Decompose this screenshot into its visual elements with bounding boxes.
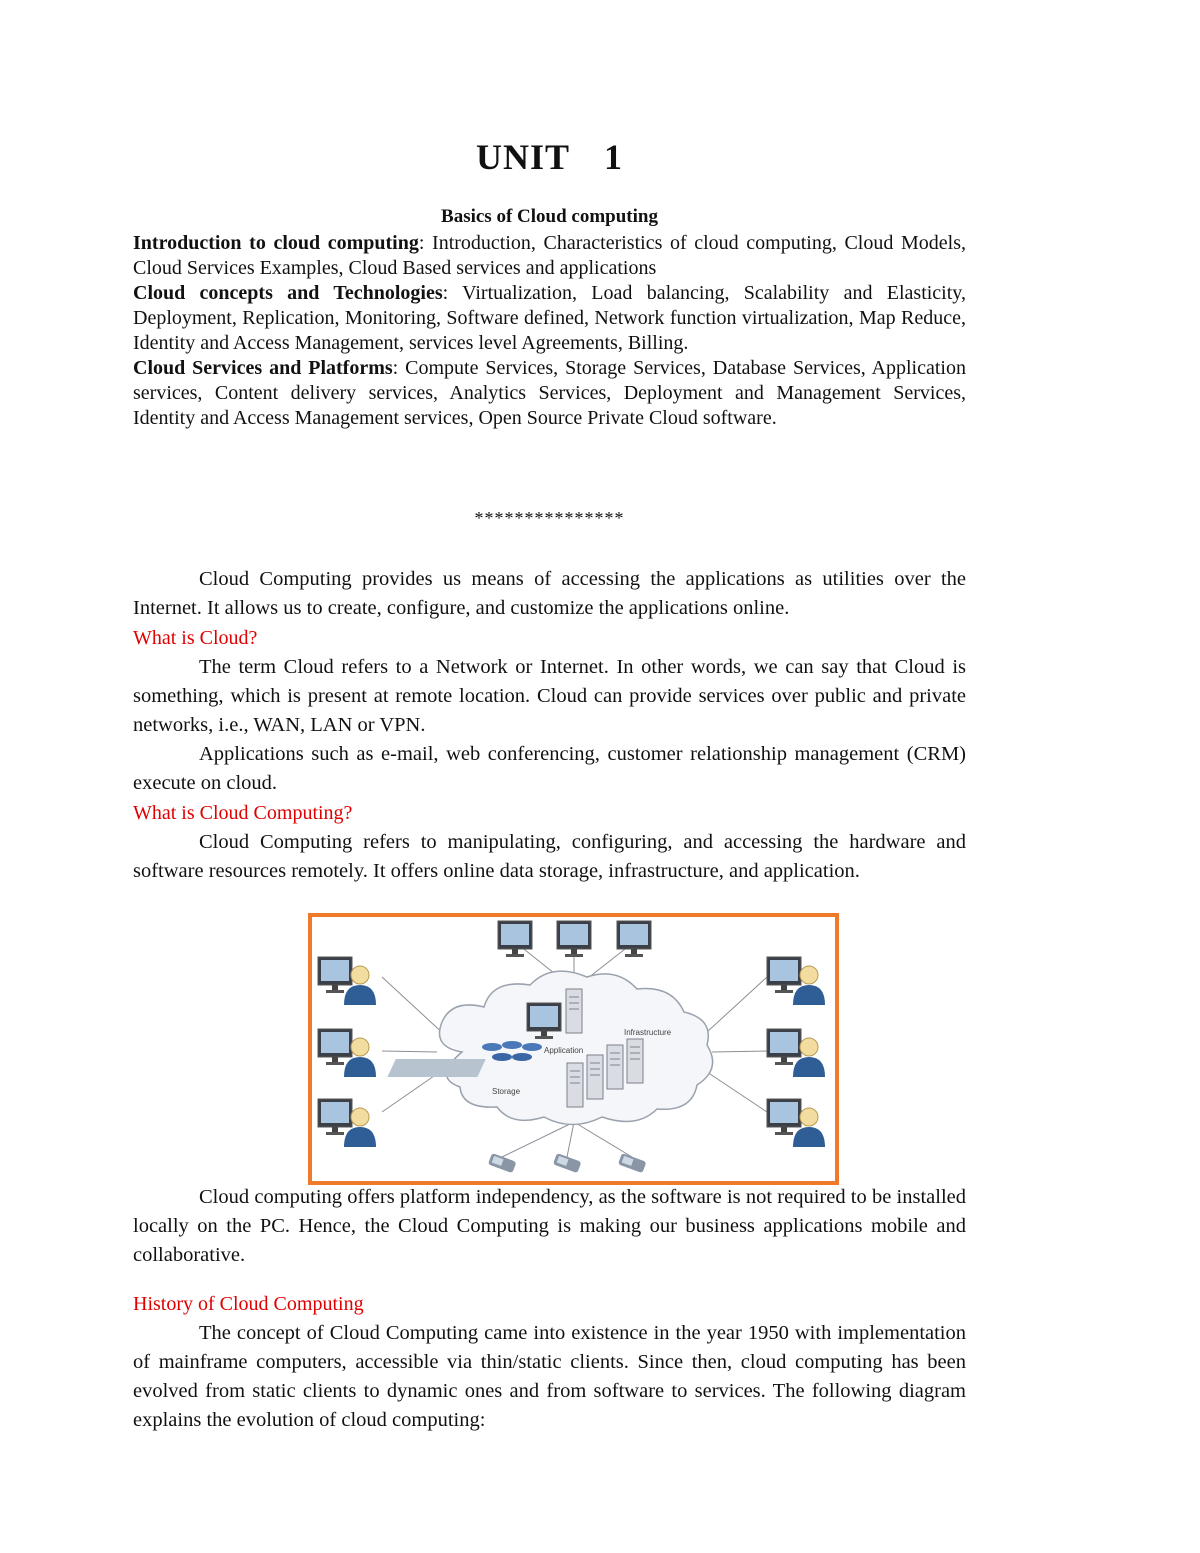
unit-label: UNIT — [475, 137, 571, 177]
syllabus-services — [133, 356, 966, 431]
history-paragraph: The concept of Cloud Computing came into existence in the year 1950 with implementation of mainframe computers, accessible via thin/static clients. Since then, cloud computing has been evolved from static clients to dynamic ones and from software to services. The following diagram explains the evolution of cloud computing: — [133, 1322, 966, 1431]
history-section — [133, 1290, 966, 1435]
what-is-cloud-section — [133, 624, 966, 798]
label-storage: Storage — [492, 1087, 521, 1096]
what-is-cloud-heading: What is Cloud? — [133, 627, 258, 649]
syllabus-heading: Cloud Services and Platforms — [133, 357, 393, 379]
syllabus-text: : Virtualization, Load balancing, Scalability and Elasticity, Deployment, Replication, Monitoring, Software defined, Network function virtualization, Map Reduce, Identity and Access Management, services level Agreements, Billing. — [133, 282, 967, 354]
unit-number: 1 — [604, 137, 624, 177]
what-is-cloud-para2: Applications such as e-mail, web conferencing, customer relationship management (CRM) execute on cloud. — [133, 743, 966, 794]
syllabus-text: : Introduction, Characteristics of cloud computing, Cloud Models, Cloud Services Examples, Cloud Based services and applications — [133, 232, 966, 279]
platform-independency-section — [133, 1183, 966, 1270]
unit-title — [133, 136, 966, 178]
what-is-cloud-computing-para1: Cloud Computing refers to manipulating, configuring, and accessing the hardware and software resources remotely. It offers online data storage, infrastructure, and application. — [133, 831, 966, 882]
label-application: Application — [544, 1046, 584, 1055]
unit-subtitle: Basics of Cloud computing — [441, 206, 658, 227]
cloud-computing-diagram — [308, 913, 839, 1185]
what-is-cloud-computing-heading: What is Cloud Computing? — [133, 802, 353, 824]
syllabus-heading: Cloud concepts and Technologies — [133, 282, 443, 304]
intro-paragraph: Cloud Computing provides us means of accessing the applications as utilities over the Internet. It allows us to create, configure, and customize the applications online. — [133, 568, 966, 619]
syllabus-heading: Introduction to cloud computing — [133, 232, 419, 254]
syllabus-concepts — [133, 281, 966, 356]
platform-independency-paragraph: Cloud computing offers platform independency, as the software is not required to be installed locally on the PC. Hence, the Cloud Computing is making our business applications mobile and collaborative. — [133, 1186, 966, 1266]
history-heading: History of Cloud Computing — [133, 1293, 364, 1315]
what-is-cloud-computing-section — [133, 799, 966, 886]
separator: *************** — [474, 508, 625, 528]
syllabus-text: : Compute Services, Storage Services, Database Services, Application services, Content delivery services, Analytics Services, Deployment and Management Services, Identity and Access Management services, Open Source Private Cloud software. — [133, 357, 966, 429]
label-infrastructure: Infrastructure — [624, 1028, 672, 1037]
syllabus — [133, 231, 966, 431]
what-is-cloud-para1: The term Cloud refers to a Network or Internet. In other words, we can say that Cloud is something, which is present at remote location. Cloud can provide services over public and private networks, i.e., WAN, LAN or VPN. — [133, 656, 966, 736]
intro-section — [133, 565, 966, 623]
syllabus-intro — [133, 231, 966, 281]
